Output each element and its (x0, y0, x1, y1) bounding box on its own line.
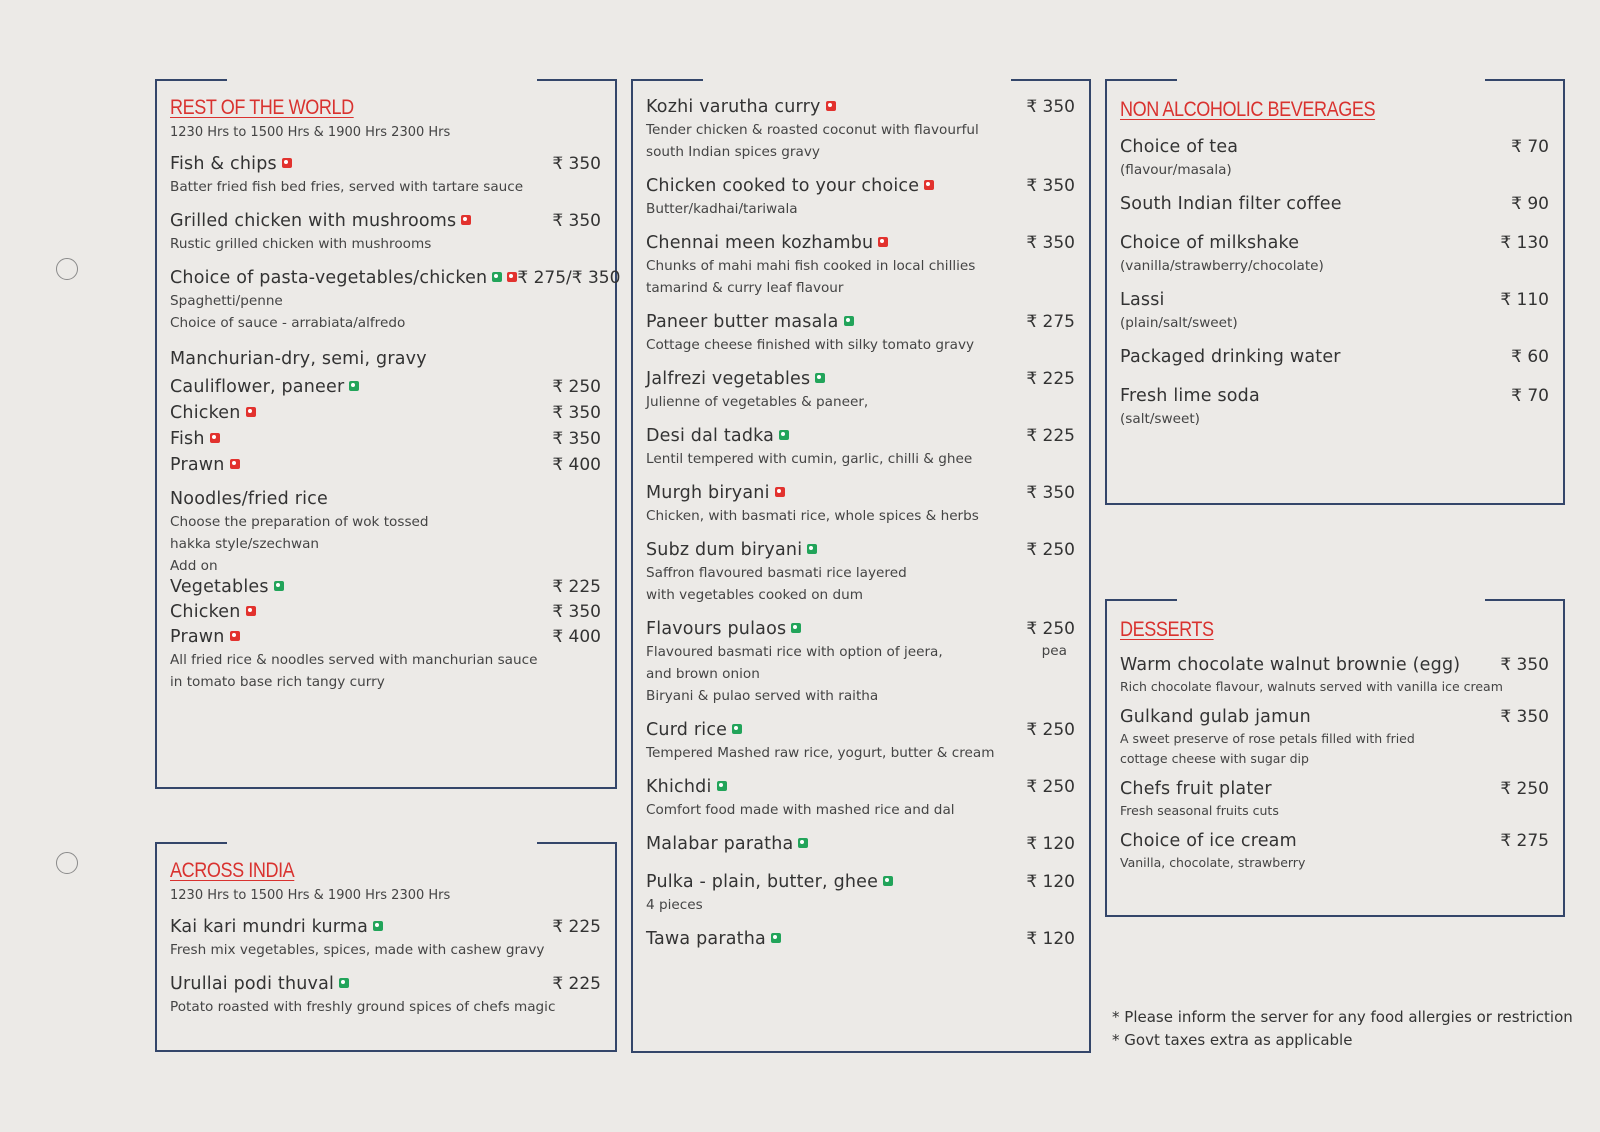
menu-item (1120, 386, 1551, 430)
beverages-panel (1105, 79, 1565, 505)
item-description: Fresh seasonal fruits cuts (1120, 803, 1279, 818)
item-name: Prawn (170, 627, 225, 647)
item-description: (salt/sweet) (1120, 411, 1200, 427)
veg-icon (274, 581, 284, 591)
item-price: ₹ 400 (552, 455, 601, 475)
service-hours: 1230 Hrs to 1500 Hrs & 1900 Hrs 2300 Hrs (170, 888, 451, 903)
noodles-group (170, 489, 603, 693)
item-price: ₹ 275/₹ 350 (517, 268, 621, 288)
menu-item (646, 426, 1077, 470)
item-price: ₹ 110 (1500, 290, 1549, 310)
item-description: Flavoured basmati rice with option of jeera, (646, 644, 943, 660)
menu-item (1120, 831, 1551, 873)
item-name: Lassi (1120, 290, 1165, 310)
menu-item (170, 627, 603, 647)
item-price: ₹ 120 (1026, 834, 1075, 854)
menu-item (170, 403, 603, 423)
binder-hole-top (56, 258, 78, 280)
item-name: South Indian filter coffee (1120, 194, 1342, 214)
item-price: ₹ 225 (1026, 369, 1075, 389)
item-description: Saffron flavoured basmati rice layered (646, 565, 907, 581)
menu-item (170, 602, 603, 622)
menu-item (170, 154, 603, 198)
menu-item (646, 176, 1077, 220)
item-price: ₹ 350 (1026, 483, 1075, 503)
item-price: ₹ 350 (552, 602, 601, 622)
item-name: Fish & chips (170, 154, 277, 174)
veg-icon (798, 838, 808, 848)
item-description: Fresh mix vegetables, spices, made with cashew gravy (170, 942, 545, 958)
non-veg-icon (230, 459, 240, 469)
item-name: Prawn (170, 455, 225, 475)
item-name: Jalfrezi vegetables (646, 369, 811, 389)
item-price: ₹ 250 (1026, 777, 1075, 797)
veg-icon (771, 933, 781, 943)
item-price: ₹ 250 (552, 377, 601, 397)
menu-item (170, 377, 603, 397)
non-veg-icon (878, 237, 888, 247)
menu-item (646, 97, 1077, 163)
item-description: Potato roasted with freshly ground spices of chefs magic (170, 999, 556, 1015)
item-price: ₹ 350 (1026, 97, 1075, 117)
item-name: Curd rice (646, 720, 728, 740)
item-price: ₹ 60 (1511, 347, 1549, 367)
menu-item (1120, 194, 1551, 214)
item-name: Fish (170, 429, 205, 449)
menu-item (1120, 233, 1551, 277)
item-price: ₹ 350 (552, 211, 601, 231)
item-name: Paneer butter masala (646, 312, 839, 332)
item-price: ₹ 400 (552, 627, 601, 647)
item-name: Flavours pulaos (646, 619, 787, 639)
item-price: ₹ 250 (1500, 779, 1549, 799)
non-veg-icon (230, 631, 240, 641)
item-description: cottage cheese with sugar dip (1120, 751, 1309, 766)
item-description: Tender chicken & roasted coconut with flavourful (646, 122, 979, 138)
item-description: Tempered Mashed raw rice, yogurt, butter & cream (646, 745, 995, 761)
item-description: with vegetables cooked on dum (646, 587, 863, 603)
non-veg-icon (461, 215, 471, 225)
menu-item (170, 917, 603, 961)
section-title: DESSERTS (1120, 618, 1214, 641)
item-description: Rustic grilled chicken with mushrooms (170, 236, 432, 252)
menu-item (646, 872, 1077, 916)
item-name: Chennai meen kozhambu (646, 233, 874, 253)
non-veg-icon (246, 407, 256, 417)
menu-item (170, 974, 603, 1018)
group-description: Add on (170, 558, 218, 574)
item-name: Subz dum biryani (646, 540, 803, 560)
non-veg-icon (246, 606, 256, 616)
veg-icon (791, 623, 801, 633)
menu-item (646, 312, 1077, 356)
section-title: NON ALCOHOLIC BEVERAGES (1120, 98, 1376, 121)
tax-note: * Govt taxes extra as applicable (1112, 1031, 1353, 1049)
menu-item (646, 777, 1077, 821)
item-price-note: pea (1041, 643, 1067, 659)
veg-icon (815, 373, 825, 383)
veg-icon (844, 316, 854, 326)
item-price: ₹ 225 (552, 974, 601, 994)
menu-item (646, 929, 1077, 949)
menu-item (646, 619, 1077, 707)
item-name: Choice of tea (1120, 137, 1239, 157)
veg-icon (883, 876, 893, 886)
veg-icon (779, 430, 789, 440)
menu-item (1120, 347, 1551, 367)
item-price: ₹ 225 (1026, 426, 1075, 446)
item-description: Batter fried fish bed fries, served with tartare sauce (170, 179, 524, 195)
footnotes (1112, 1006, 1573, 1052)
item-name: Fresh lime soda (1120, 386, 1260, 406)
item-name: Chefs fruit plater (1120, 779, 1272, 799)
item-name: Cauliflower, paneer (170, 377, 345, 397)
item-name: Tawa paratha (646, 929, 766, 949)
item-description: Julienne of vegetables & paneer, (646, 394, 869, 410)
item-description: Butter/kadhai/tariwala (646, 201, 798, 217)
item-description: Chunks of mahi mahi fish cooked in local chillies (646, 258, 976, 274)
non-veg-icon (826, 101, 836, 111)
item-description: Vanilla, chocolate, strawberry (1120, 855, 1306, 870)
item-name: Packaged drinking water (1120, 347, 1341, 367)
item-description: (plain/salt/sweet) (1120, 315, 1238, 331)
item-name: Choice of pasta-vegetables/chicken (170, 268, 488, 288)
item-name: Pulka - plain, butter, ghee (646, 872, 879, 892)
item-name: Murgh biryani (646, 483, 770, 503)
section-title: REST OF THE WORLD (170, 96, 354, 119)
veg-icon (339, 978, 349, 988)
item-price: ₹ 350 (1026, 176, 1075, 196)
item-description: and brown onion (646, 666, 760, 682)
veg-icon (492, 272, 502, 282)
manchurian-group (170, 349, 603, 475)
binder-hole-bottom (56, 852, 78, 874)
item-price: ₹ 130 (1500, 233, 1549, 253)
item-description: (vanilla/strawberry/chocolate) (1120, 258, 1324, 274)
menu-item (170, 429, 603, 449)
item-description: Biryani & pulao served with raitha (646, 688, 879, 704)
item-price: ₹ 250 (1026, 540, 1075, 560)
item-description: Spaghetti/penne (170, 293, 283, 309)
item-description: (flavour/masala) (1120, 162, 1232, 178)
group-heading: Manchurian-dry, semi, gravy (170, 349, 427, 369)
menu-item (170, 211, 603, 255)
item-description: Comfort food made with mashed rice and dal (646, 802, 955, 818)
veg-icon (732, 724, 742, 734)
item-name: Khichdi (646, 777, 712, 797)
item-name: Urullai podi thuval (170, 974, 335, 994)
item-description: south Indian spices gravy (646, 144, 820, 160)
item-name: Choice of ice cream (1120, 831, 1297, 851)
non-veg-icon (507, 272, 517, 282)
group-heading: Noodles/fried rice (170, 489, 328, 509)
group-description: Choose the preparation of wok tossed (170, 514, 429, 530)
item-price: ₹ 225 (552, 917, 601, 937)
item-price: ₹ 275 (1500, 831, 1549, 851)
menu-item (646, 483, 1077, 527)
item-price: ₹ 350 (1500, 655, 1549, 675)
menu-item (1120, 655, 1551, 697)
item-price: ₹ 250 (1026, 720, 1075, 740)
group-footnote: in tomato base rich tangy curry (170, 674, 385, 690)
veg-icon (717, 781, 727, 791)
menu-item (646, 540, 1077, 606)
item-description: Lentil tempered with cumin, garlic, chilli & ghee (646, 451, 973, 467)
item-name: Chicken (170, 602, 241, 622)
menu-item (170, 455, 603, 475)
item-price: ₹ 275 (1026, 312, 1075, 332)
desserts-panel (1105, 599, 1565, 917)
allergy-note: * Please inform the server for any food allergies or restriction (1112, 1008, 1573, 1026)
item-price: ₹ 90 (1511, 194, 1549, 214)
indian-mains-panel (631, 79, 1091, 1053)
item-description: Chicken, with basmati rice, whole spices & herbs (646, 508, 979, 524)
item-price: ₹ 250 (1026, 619, 1075, 639)
item-price: ₹ 350 (552, 154, 601, 174)
item-name: Kai kari mundri kurma (170, 917, 368, 937)
item-price: ₹ 120 (1026, 929, 1075, 949)
item-name: Malabar paratha (646, 834, 794, 854)
menu-item (170, 577, 603, 597)
item-name: Kozhi varutha curry (646, 97, 821, 117)
menu-item (1120, 779, 1551, 821)
item-price: ₹ 225 (552, 577, 601, 597)
service-hours: 1230 Hrs to 1500 Hrs & 1900 Hrs 2300 Hrs (170, 125, 451, 140)
item-name: Choice of milkshake (1120, 233, 1300, 253)
veg-icon (373, 921, 383, 931)
item-price: ₹ 120 (1026, 872, 1075, 892)
item-price: ₹ 350 (1500, 707, 1549, 727)
menu-item (170, 268, 621, 334)
menu-item (646, 369, 1077, 413)
item-price: ₹ 70 (1511, 386, 1549, 406)
item-price: ₹ 70 (1511, 137, 1549, 157)
item-description: Choice of sauce - arrabiata/alfredo (170, 315, 406, 331)
item-name: Grilled chicken with mushrooms (170, 211, 457, 231)
across-india-panel (155, 842, 617, 1052)
item-description: tamarind & curry leaf flavour (646, 280, 844, 296)
menu-item (646, 720, 1077, 764)
rest-of-world-panel (155, 79, 621, 789)
item-description: Cottage cheese finished with silky tomato gravy (646, 337, 975, 353)
veg-icon (349, 381, 359, 391)
menu-item (646, 233, 1077, 299)
non-veg-icon (282, 158, 292, 168)
section-title: ACROSS INDIA (170, 859, 295, 882)
item-price: ₹ 350 (552, 429, 601, 449)
menu-item (646, 834, 1077, 854)
menu-item (1120, 137, 1551, 181)
non-veg-icon (924, 180, 934, 190)
item-price: ₹ 350 (1026, 233, 1075, 253)
item-name: Chicken cooked to your choice (646, 176, 920, 196)
item-name: Chicken (170, 403, 241, 423)
group-footnote: All fried rice & noodles served with manchurian sauce (170, 652, 538, 668)
group-description: hakka style/szechwan (170, 536, 320, 552)
veg-icon (807, 544, 817, 554)
item-price: ₹ 350 (552, 403, 601, 423)
menu-item (1120, 290, 1551, 334)
item-name: Gulkand gulab jamun (1120, 707, 1311, 727)
non-veg-icon (775, 487, 785, 497)
menu-item (1120, 707, 1551, 769)
item-name: Vegetables (170, 577, 269, 597)
item-description: Rich chocolate flavour, walnuts served with vanilla ice cream (1120, 679, 1503, 694)
item-name: Desi dal tadka (646, 426, 775, 446)
item-description: A sweet preserve of rose petals filled with fried (1120, 731, 1415, 746)
non-veg-icon (210, 433, 220, 443)
item-description: 4 pieces (646, 897, 703, 913)
item-name: Warm chocolate walnut brownie (egg) (1120, 655, 1461, 675)
